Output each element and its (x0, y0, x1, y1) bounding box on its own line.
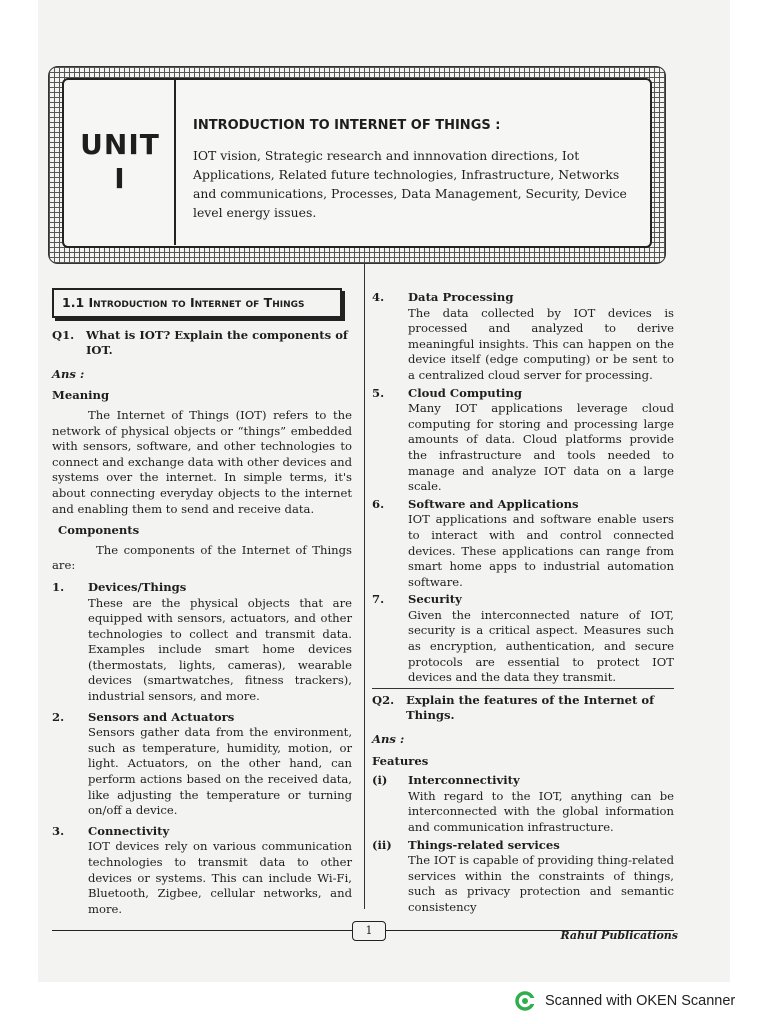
item-heading (372, 290, 674, 306)
page-number: 1 (352, 921, 386, 941)
item-title: Connectivity (88, 823, 170, 838)
item-title: Cloud Computing (408, 385, 522, 400)
item-number: 5. (372, 385, 385, 400)
left-column (52, 288, 352, 917)
item-title: Things-related services (408, 837, 560, 852)
components-heading: Components (58, 523, 140, 538)
item-body: IOT devices rely on various communication technologies to transmit data to other devices or systems. This can include Wi-Fi, Bluetooth, Zigbee, cellular networks, and more. (88, 839, 352, 916)
section-heading: 1.1 Introduction to Internet of Things (52, 288, 342, 318)
item-title: Software and Applications (408, 496, 579, 511)
components-intro: The components of the Internet of Things are: (52, 542, 352, 573)
item-number: 7. (372, 592, 385, 607)
answer-label: Ans : (372, 732, 405, 747)
item-body: Sensors gather data from the environment, such as temperature, humidity, motion, or light. Actuators, on the other hand, can perform actions based on the received data, like adjusting the temperature or turning on/off a device. (88, 725, 352, 818)
item-number: 6. (372, 496, 385, 511)
unit-description: IOT vision, Strategic research and innnovation directions, Iot Applications, Related future technologies, Infrastructure, Networks and communications, Processes, Data Management, Security, Device level energy issues. (193, 148, 627, 220)
item-number: (ii) (372, 837, 392, 852)
list-item (52, 710, 352, 819)
item-body: IOT applications and software enable users to interact with and control connected devices. These applications can range from smart home apps to industrial automation software. (408, 512, 674, 589)
list-item (372, 838, 674, 916)
unit-divider (174, 79, 176, 245)
right-column (372, 288, 674, 916)
column-divider (364, 264, 365, 909)
item-title: Data Processing (408, 290, 514, 304)
item-title: Security (408, 592, 462, 607)
item-title: Interconnectivity (408, 773, 520, 788)
item-heading (52, 710, 352, 726)
question-1 (52, 328, 352, 359)
item-heading (52, 580, 352, 596)
item-number: 1. (52, 579, 65, 594)
item-title: Sensors and Actuators (88, 709, 235, 724)
item-number: 3. (52, 823, 65, 838)
question-number: Q1. (52, 327, 75, 342)
item-number: 4. (372, 290, 385, 304)
item-body: With regard to the IOT, anything can be interconnected with the global information and communication infrastructure. (408, 788, 674, 834)
item-title: Devices/Things (88, 579, 187, 594)
unit-title: INTRODUCTION TO INTERNET OF THINGS : (193, 118, 501, 133)
scanner-text: Scanned with OKEN Scanner (545, 993, 736, 1009)
oken-scanner-icon (515, 991, 535, 1011)
item-body: The IOT is capable of providing thing-related services within the constraints of things, such as privacy protection and semantic consistency (408, 853, 674, 914)
list-item (372, 773, 674, 835)
item-body: These are the physical objects that are equipped with sensors, actuators, and other technologies to collect and transmit data. Examples include smart home devices (thermostats, lights, cameras), wearable devices (smartwatches, fitness trackers), industrial sensors, and more. (88, 595, 352, 704)
item-heading (52, 824, 352, 840)
item-heading (372, 838, 674, 854)
question-2 (372, 688, 674, 724)
features-heading: Features (372, 753, 429, 768)
scanner-watermark (515, 991, 735, 1011)
meaning-heading: Meaning (52, 388, 110, 403)
item-number: (i) (372, 773, 388, 788)
list-item (372, 290, 674, 384)
list-item (52, 824, 352, 918)
item-heading (372, 592, 674, 608)
question-text: What is IOT? Explain the components of IOT. (86, 327, 348, 358)
item-heading (372, 773, 674, 789)
list-item (372, 497, 674, 591)
item-body: The data collected by IOT devices is processed and analyzed to derive meaningful insights. This can happen on the device itself (edge computing) or be sent to a centralized cloud server for processing. (408, 305, 674, 382)
item-body: Many IOT applications leverage cloud computing for storing and processing large amounts of data. Cloud platforms provide the infrastructure and tools needed to manage and analyze IOT data on a large scale. (408, 401, 674, 494)
list-item (372, 592, 674, 686)
item-heading (372, 386, 674, 402)
answer-label: Ans : (52, 366, 85, 381)
item-body: Given the interconnected nature of IOT, security is a critical aspect. Measures such as encryption, authentication, and secure protocols are essential to protect IOT devices and the data they transmit. (408, 607, 674, 685)
item-number: 2. (52, 709, 65, 724)
question-number: Q2. (372, 692, 395, 707)
list-item (52, 580, 352, 705)
unit-label: UNIT I (80, 128, 160, 195)
publisher-name: Rahul Publications (560, 929, 678, 942)
list-item (372, 386, 674, 495)
meaning-paragraph: The Internet of Things (IOT) refers to the network of physical objects or “things” embedded with sensors, software, and other technologies to connect and exchange data with other devices and systems over the internet. In simple terms, it's about connecting everyday objects to the internet and enabling them to send and receive data. (52, 407, 352, 516)
item-heading (372, 497, 674, 513)
question-text: Explain the features of the Internet of Things. (406, 692, 655, 723)
